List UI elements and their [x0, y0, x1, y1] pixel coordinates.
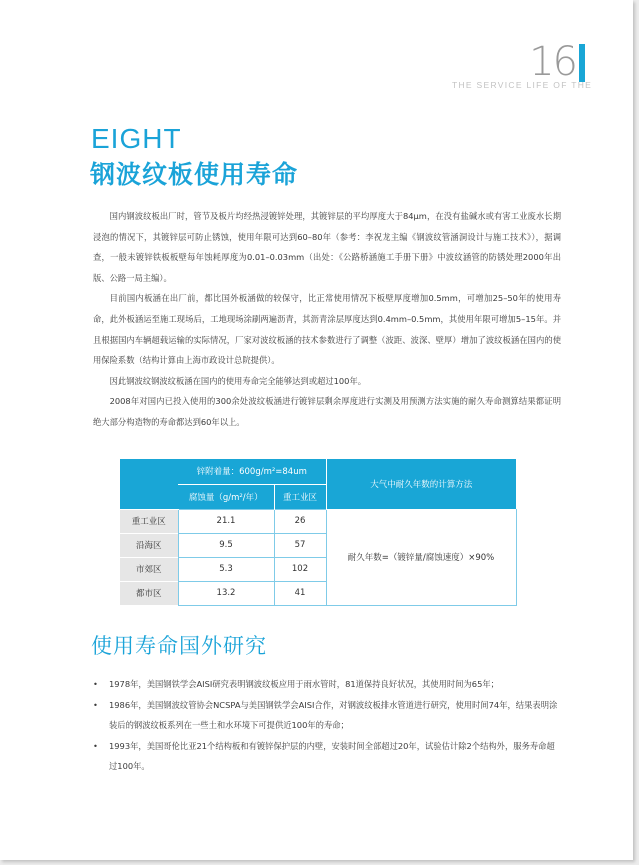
- table-cell-years: 102: [274, 557, 326, 581]
- table-row-label: 市郊区: [120, 557, 178, 581]
- bullet-text: 1993年，美国哥伦比亚21个结构板和有镀锌保护层的内壁，安装时间全部超过20年，试验估计除2个结构外，服务寿命超过100年。: [109, 740, 555, 772]
- paragraph: 2008年对国内已投入使用的300余处波纹板涵进行镀锌层剩余厚度进行实测及用预测方法实施的耐久寿命测算结果都证明绝大部分构造物的寿命都达到60年以上。: [93, 396, 561, 427]
- overseas-research-title: 使用寿命国外研究: [91, 634, 267, 658]
- research-bullet-list: [93, 674, 561, 777]
- list-item: [93, 674, 561, 695]
- table-header-method: 大气中耐久年数的计算方法: [326, 459, 516, 509]
- bullet-dot: •: [93, 679, 98, 689]
- table-cell-years: 41: [274, 581, 326, 605]
- table-row-label: 都市区: [120, 581, 178, 605]
- table-row-label: 重工业区: [120, 509, 178, 533]
- paragraph: 目前国内板涵在出厂前，都比国外板涵做的较保守，比正常使用情况下板壁厚度增加0.5mm，可增加25–50年的使用寿命，此外板涵运至施工现场后，工地现场涂刷两遍沥青，其沥青涂层厚度达到0.4mm–0.5mm，其使用年限可增加5–15年。并且根据国内车辆超载运输的实际情况，厂家对波纹板涵的技术参数进行了调整（波距、波深、壁厚）增加了波纹板涵在国内的使用保险系数（结构计算由上海市政设计总院提供）。: [93, 293, 561, 366]
- table-row-label: 沿海区: [120, 533, 178, 557]
- table-header-zone: 重工业区: [274, 484, 326, 509]
- running-title: THE SERVICE LIFE OF THE: [452, 80, 593, 90]
- table-header-corrosion: 腐蚀量（g/m²/年）: [178, 484, 274, 509]
- table-corner-cell: [120, 459, 178, 509]
- table-cell-years: 26: [274, 509, 326, 533]
- bullet-text: 1986年，美国钢波纹管协会NCSPA与美国钢铁学会AISI合作，对钢波纹板排水管道进行研究，使用时间74年，结果表明涂装后的钢波纹板系列在一些土和水环境下可提供近100年的寿命；: [109, 699, 558, 731]
- table-cell-corrosion: 9.5: [178, 533, 274, 557]
- page-number-block: [529, 39, 585, 85]
- bullet-text: 1978年，美国钢铁学会AISI研究表明钢波纹板应用于雨水管时，81道保持良好状况，其使用时间为65年；: [109, 679, 499, 689]
- table-cell-corrosion: 5.3: [178, 557, 274, 581]
- table-header-zinc: 锌附着量：600g/m²=84um: [178, 459, 326, 484]
- paragraph: 因此钢波纹钢波纹板涵在国内的使用寿命完全能够达到或超过100年。: [109, 375, 367, 386]
- page-number-accent-bar: [579, 44, 585, 82]
- paragraph: 国内钢波纹板出厂时，管节及板片均经热浸镀锌处理，其镀锌层的平均厚度大于84μm，在没有盐碱水或有害工业废水长期浸泡的情况下，其镀锌层可防止锈蚀，使用年限可达到60–80年（参考：李祝龙主编《钢波纹管涵洞设计与施工技术》），据调查，一般未镀锌铁板板壁每年蚀耗厚度为0.01–0.03mm（出处：《公路桥涵施工手册下册》中波纹涵管的防锈处理2000年出版、公路一局主编）。: [93, 211, 561, 283]
- section-title-english: EIGHT: [91, 123, 182, 154]
- list-item: [93, 695, 561, 736]
- table-cell-corrosion: 13.2: [178, 581, 274, 605]
- bullet-dot: •: [93, 740, 98, 751]
- table-cell-years: 57: [274, 533, 326, 557]
- body-text: [93, 206, 561, 433]
- durability-table: [120, 459, 517, 606]
- table-formula-cell: 耐久年数=（镀锌量/腐蚀速度）×90%: [326, 509, 516, 605]
- list-item: [93, 736, 561, 777]
- page-number: 16: [529, 39, 576, 85]
- section-title-chinese: 钢波纹板使用寿命: [90, 160, 299, 189]
- table-cell-corrosion: 21.1: [178, 509, 274, 533]
- bullet-dot: •: [93, 699, 98, 710]
